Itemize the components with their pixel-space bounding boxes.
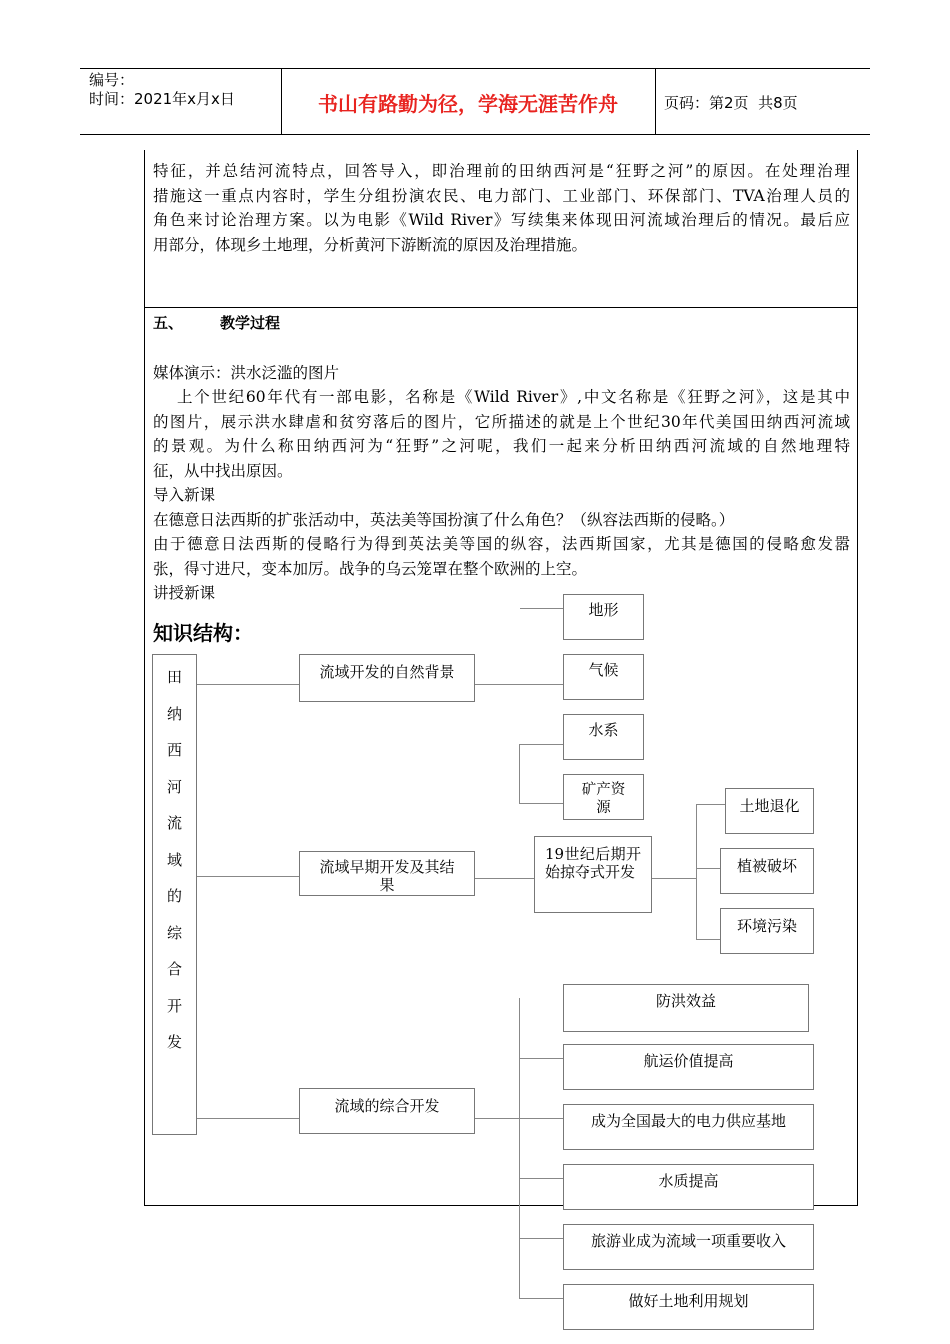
benefit-power-supply: 成为全国最大的电力供应基地 xyxy=(563,1104,814,1150)
connector-vegetation xyxy=(696,868,721,869)
header-top-rule xyxy=(80,68,870,69)
root-char: 发 xyxy=(166,1033,182,1051)
root-char: 开 xyxy=(166,996,182,1015)
connector-natural-climate xyxy=(475,684,564,685)
structure-title: 知识结构： xyxy=(153,621,253,645)
content-left-border xyxy=(144,150,145,1206)
benefit-land-planning: 做好土地利用规划 xyxy=(563,1284,814,1330)
header-divider-right xyxy=(655,68,656,135)
benefit-water-quality: 水质提高 xyxy=(563,1164,814,1210)
root-char: 流 xyxy=(166,814,182,832)
root-char: 的 xyxy=(166,887,182,905)
story-line-3: 的景观。为什么称田纳西河为“狂野”之河呢，我们一起来分析田纳西河流域的自然地理特 xyxy=(153,437,850,455)
intro-line-3: 角色来讨论治理方案。以为电影《Wild River》写续集来体现田河流域治理后的情况。最后应 xyxy=(153,211,850,229)
connector-power xyxy=(519,1118,564,1119)
connector-shipping xyxy=(519,1058,564,1059)
benefit-flood-control: 防洪效益 xyxy=(563,984,809,1032)
connector-tourism xyxy=(519,1238,564,1239)
connector-terrain-top xyxy=(520,608,564,609)
story-line-2: 的图片，展示洪水肆虐和贫穷落后的图片，它所描述的就是上个世纪30年代美国田纳西河流域 xyxy=(153,413,850,431)
connector-early-middle xyxy=(475,878,535,879)
serial-number-label: 编号： xyxy=(89,71,135,89)
result-vegetation-destruction: 植被破坏 xyxy=(720,848,814,894)
root-char: 域 xyxy=(166,850,182,869)
item-terrain: 地形 xyxy=(563,594,644,640)
root-char: 西 xyxy=(166,741,182,759)
root-char: 合 xyxy=(166,960,182,978)
answer-line-1: 由于德意日法西斯的侵略行为得到英法美等国的纵容，法西斯国家，尤其是德国的侵略愈发嚣 xyxy=(153,535,850,553)
branch-natural-background: 流域开发的自然背景 xyxy=(299,654,475,702)
item-water-system: 水系 xyxy=(563,714,644,760)
root-box xyxy=(152,654,197,1135)
media-line: 媒体演示：洪水泛滥的图片 xyxy=(153,364,340,382)
connector-results-spine xyxy=(696,804,697,940)
connector-water-spine xyxy=(519,744,520,804)
branch-comprehensive-development: 流域的综合开发 xyxy=(299,1088,475,1134)
root-char: 纳 xyxy=(166,704,182,723)
root-char: 河 xyxy=(166,777,182,796)
branch-early-development: 流域早期开发及其结果 xyxy=(299,851,475,896)
connector-land xyxy=(696,804,726,805)
connector-comprehensive-main xyxy=(475,1118,520,1119)
section-title: 教学过程 xyxy=(220,314,281,332)
answer-line-2: 张，得寸进尺，变本加厉。战争的乌云笼罩在整个欧洲的上空。 xyxy=(153,560,588,578)
story-line-1: 上个世纪60年代有一部电影，名称是《Wild River》,中文名称是《狂野之河》，这是其中 xyxy=(177,388,850,406)
benefit-tourism: 旅游业成为流域一项重要收入 xyxy=(563,1224,814,1270)
page-number-label: 页码：第2页 共8页 xyxy=(664,94,798,112)
story-line-4: 征，从中找出原因。 xyxy=(153,462,293,480)
section-number: 五、 xyxy=(153,314,184,332)
result-environmental-pollution: 环境污染 xyxy=(720,908,814,954)
connector-water xyxy=(519,744,564,745)
connector-pollution xyxy=(696,939,721,940)
header-motto: 书山有路勤为径，学海无涯苦作舟 xyxy=(318,92,618,116)
question-line: 在德意日法西斯的扩张活动中，英法美等国扮演了什么角色？（纵容法西斯的侵略。） xyxy=(153,511,735,529)
result-land-degradation: 土地退化 xyxy=(725,788,814,834)
intro-line-4: 用部分，体现乡土地理，分析黄河下游断流的原因及治理措施。 xyxy=(153,236,588,254)
time-label: 时间：2021年x月x日 xyxy=(89,90,235,108)
content-row-rule xyxy=(144,307,858,308)
connector-water-quality xyxy=(519,1178,564,1179)
item-climate: 气候 xyxy=(563,654,644,700)
connector-land-planning xyxy=(519,1298,564,1299)
teach-label: 讲授新课 xyxy=(153,584,216,602)
connector-root-early xyxy=(197,876,300,877)
connector-middle-results xyxy=(652,878,696,879)
connector-root-comprehensive xyxy=(197,1118,300,1119)
intro-line-2: 措施这一重点内容时，学生分组扮演农民、电力部门、工业部门、环保部门、TVA治理人员的 xyxy=(153,187,850,205)
header-bottom-rule xyxy=(80,134,870,135)
connector-minerals xyxy=(519,803,564,804)
benefit-shipping: 航运价值提高 xyxy=(563,1044,814,1090)
root-char: 田 xyxy=(166,668,182,686)
content-right-border xyxy=(857,150,858,1206)
item-mineral-resources: 矿产资源 xyxy=(563,774,644,820)
connector-root-natural xyxy=(197,684,300,685)
connector-comprehensive-spine xyxy=(519,998,520,1299)
import-label: 导入新课 xyxy=(153,486,216,504)
root-char: 综 xyxy=(166,923,182,942)
intro-line-1: 特征，并总结河流特点，回答导入，即治理前的田纳西河是“狂野之河”的原因。在处理治理 xyxy=(153,162,850,180)
item-exploitative-development: 19世纪后期开始掠夺式开发 xyxy=(534,836,652,913)
